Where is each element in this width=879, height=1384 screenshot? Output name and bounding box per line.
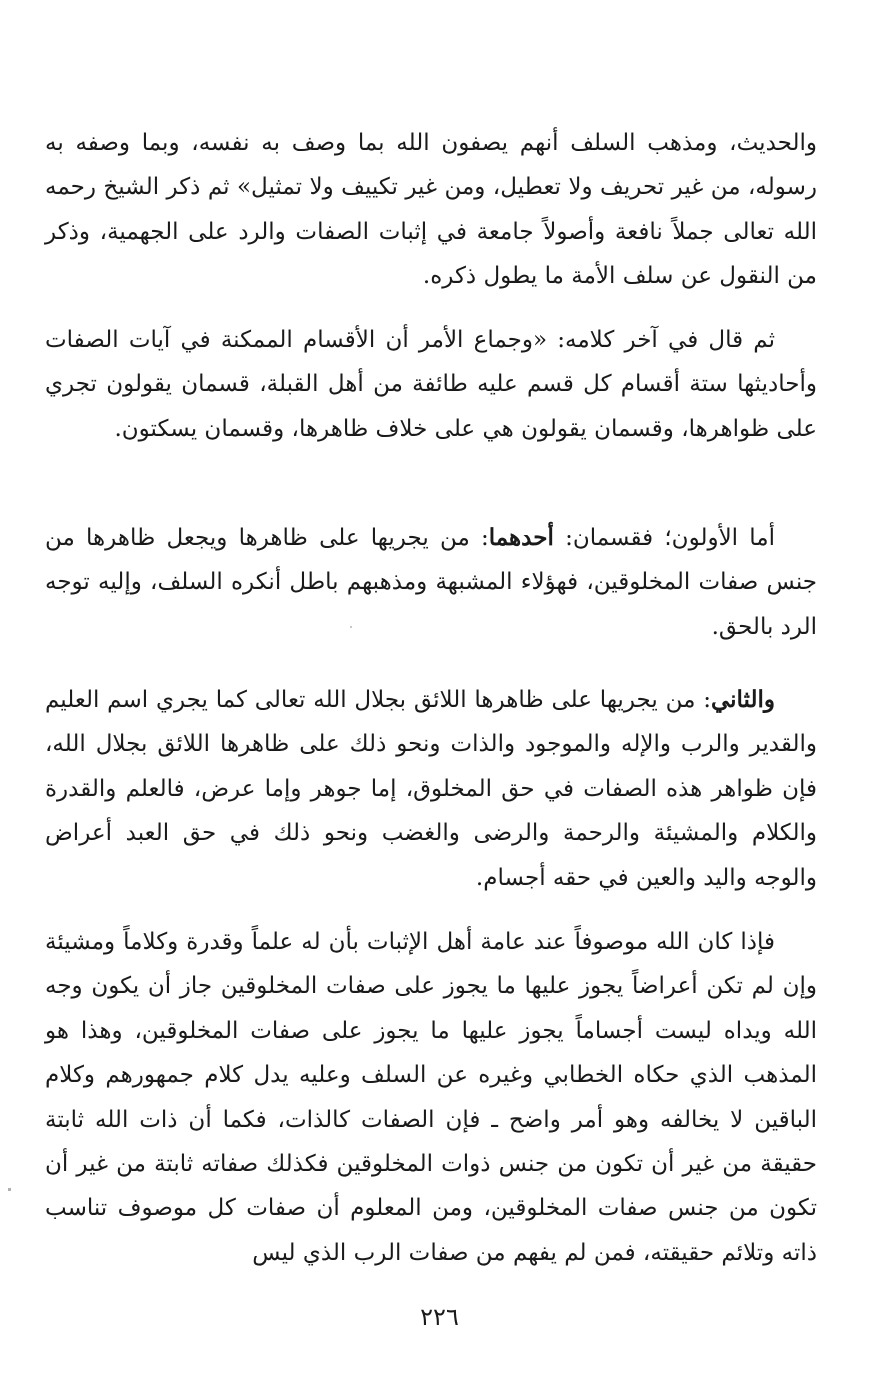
- scan-speck: [350, 626, 352, 628]
- margin-speck: [8, 1188, 11, 1191]
- paragraph-5: فإذا كان الله موصوفاً عند عامة أهل الإثبات بأن له علماً وقدرة وكلاماً ومشيئة وإن لم تكن أعراضاً يجوز عليها ما يجوز على صفات المخلوقين جاز أن يكون وجه الله ويداه ليست أجساماً يجوز عليها ما يجوز على صفات المخلوقين، وهذا هو المذهب الذي حكاه الخطابي وغيره عن السلف وعليه يدل كلام جمهورهم وكلام الباقين لا يخالفه وهو أمر واضح ـ فإن الصفات كالذات، فكما أن ذات الله ثابتة حقيقة من غير أن تكون من جنس ذوات المخلوقين فكذلك صفاته ثابتة من غير أن تكون من جنس صفات المخلوقين، ومن المعلوم أن صفات كل موصوف تناسب ذاته وتلائم حقيقته، فمن لم يفهم من صفات الرب الذي ليس: [45, 929, 817, 1266]
- paragraph-3-bold-term: أحدهما: [488, 524, 554, 551]
- paragraph-4-bold-term: والثاني: [710, 686, 775, 713]
- paragraph-3-body: : من يجريها على ظاهرها ويجعل ظاهرها من جنس صفات المخلوقين، فهؤلاء المشبهة ومذهبهم باطل أنكره السلف، وإليه توجه الرد بالحق.: [45, 525, 817, 640]
- paragraph-4-body: : من يجريها على ظاهرها اللائق بجلال الله تعالى كما يجري اسم العليم والقدير والرب والإله والموجود والذات ونحو ذلك على ظاهرها اللائق بجلال الله، فإن ظواهر هذه الصفات في حق المخلوق، إما جوهر وإما عرض، فالعلم والقدرة والكلام والمشيئة والرحمة والرضى والغضب ونحو ذلك في حق العبد أعراض والوجه واليد والعين في حقه أجسام.: [45, 687, 817, 891]
- paragraph-3: [45, 516, 817, 649]
- paragraph-3-lead: أما الأولون؛ فقسمان:: [553, 525, 775, 551]
- page-number: ٢٢٦: [420, 1303, 459, 1331]
- paragraph-4: [45, 678, 817, 900]
- paragraph-1: والحديث، ومذهب السلف أنهم يصفون الله بما وصف به نفسه، وبما وصفه به رسوله، من غير تحريف ولا تعطيل، ومن غير تكييف ولا تمثيل» ثم ذكر الشيخ رحمه الله تعالى جملاً نافعة وأصولاً جامعة في إثبات الصفات والرد على الجهمية، وذكر من النقول عن سلف الأمة ما يطول ذكره.: [45, 130, 817, 290]
- paragraph-2: ثم قال في آخر كلامه: «وجماع الأمر أن الأقسام الممكنة في آيات الصفات وأحاديثها ستة أقسام كل قسم عليه طائفة من أهل القبلة، قسمان يقولون تجري على ظواهرها، وقسمان يقولون هي على خلاف ظاهرها، وقسمان يسكتون.: [45, 327, 817, 442]
